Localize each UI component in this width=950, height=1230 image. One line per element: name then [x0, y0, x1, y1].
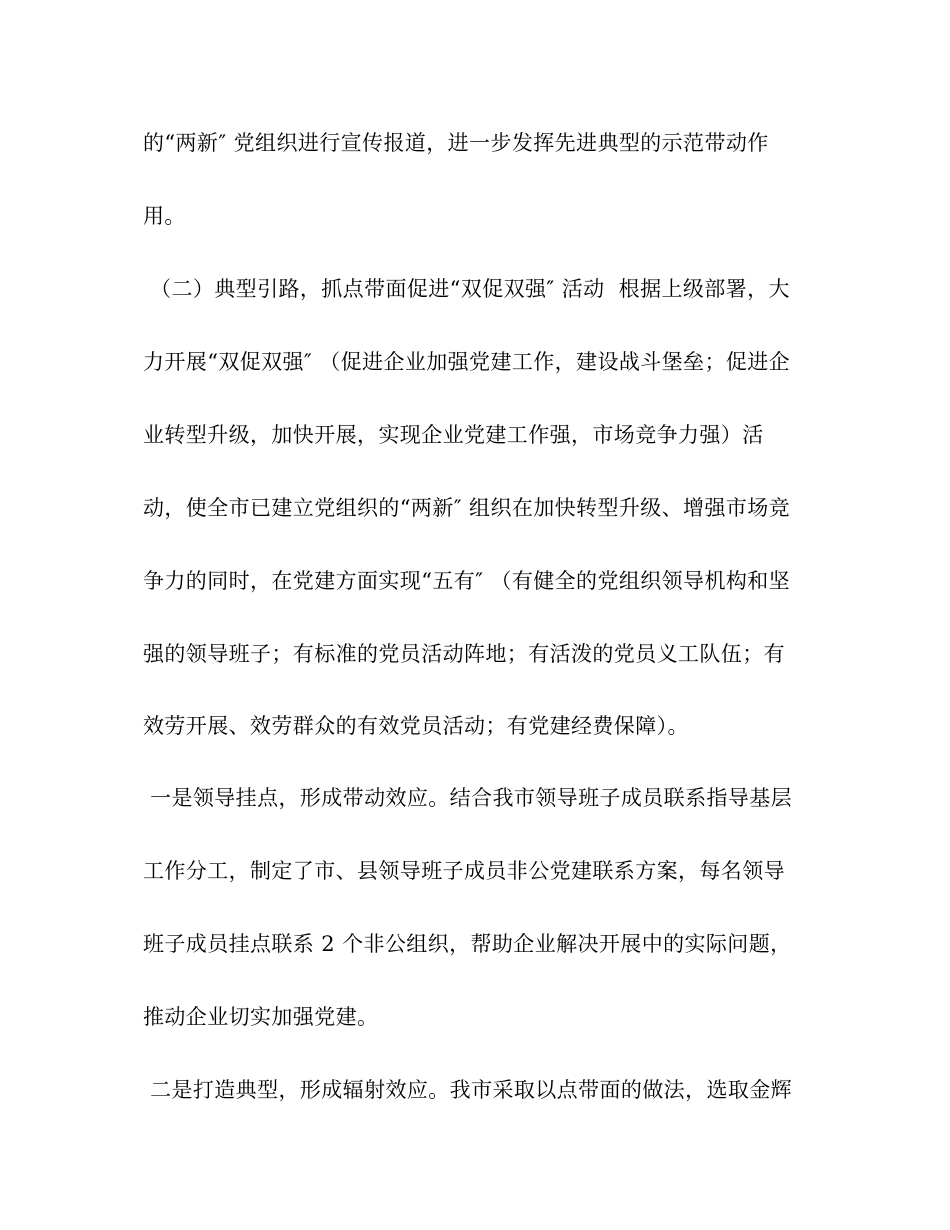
text-line: 工作分工，制定了市、县领导班子成员非公党建联系方案，每名领导	[143, 859, 785, 883]
text-line: 争力的同时，在党建方面实现“五有″ （有健全的党组织领导机构和坚	[143, 569, 791, 593]
text-line: 效劳开展、效劳群众的有效党员活动；有党建经费保障）。	[143, 714, 689, 738]
text-line: 业转型升级，加快开展，实现企业党建工作强，市场竞争力强）活	[143, 423, 764, 447]
text-line: 推动企业切实加强党建。	[143, 1005, 379, 1029]
paragraph-start-line: 二是打造典型，形成辐射效应。我市采取以点带面的做法，选取金辉	[143, 1078, 793, 1102]
section-heading-line: （二）典型引路，抓点带面促进“双促双强″ 活动 根据上级部署，大	[143, 277, 790, 301]
paragraph-start-line: 一是领导挂点，形成带动效应。结合我市领导班子成员联系指导基层	[143, 786, 793, 810]
text-line: 用。	[143, 204, 186, 228]
text-line: 强的领导班子；有标准的党员活动阵地；有活泼的党员义工队伍；有	[143, 642, 785, 666]
text-line: 力开展“双促双强″ （促进企业加强党建工作，建设战斗堡垒；促进企	[143, 350, 791, 374]
text-line: 班子成员挂点联系 2 个非公组织，帮助企业解决开展中的实际问题，	[143, 932, 792, 956]
text-line: 动，使全市已建立党组织的“两新″ 组织在加快转型升级、增强市场竞	[143, 496, 791, 520]
text-line: 的“两新″ 党组织进行宣传报道，进一步发挥先进典型的示范带动作	[143, 131, 769, 155]
